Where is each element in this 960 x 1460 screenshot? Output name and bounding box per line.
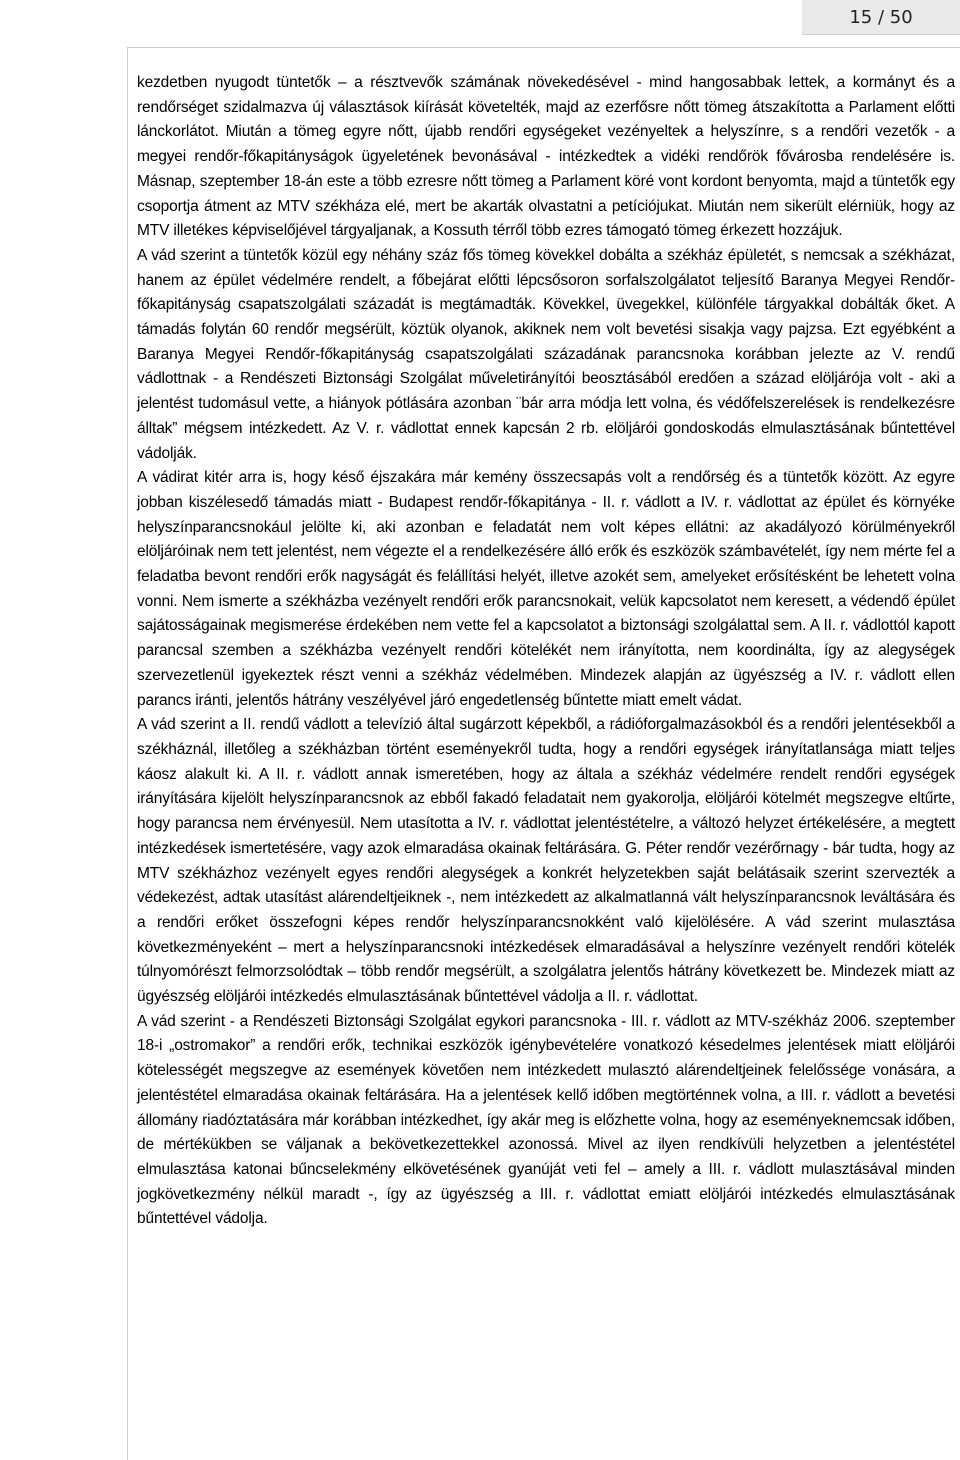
paragraph: A vád szerint - a Rendészeti Biztonsági Szolgálat egykori parancsnoka - III. r. vádlott az MTV-székház 2006. szeptember 18-i „ostromakor” a rendőri erők, technikai eszközök igénybevételére vonatkozó késedelmes jelentések miatt elöljárói kötelességét megszegve az események követően nem intézkedett mulasztó alárendeltjeinek felelőssége vonására, a jelentéstétel elmaradása okainak feltárására. Ha a jelentések kellő időben megtörténnek volna, a III. r. vádlott a bevetési állomány riadóztatására már korábban intézkedhet, így akár meg is előzhette volna, hogy az eseményeknemcsak időben, de mértékükben se váljanak a bekövetkezettekkel azonossá. Mivel az ilyen rendkívüli helyzetben a jelentéstétel elmulasztása katonai bűncselekmény elkövetésének gyanúját veti fel – amely a III. r. vádlott mulasztásával minden jogkövetkezmény nélkül maradt -, így az ügyészség a III. r. vádlottat emiatt elöljárói intézkedés elmulasztásának bűntettével vádolja. (137, 1012, 955, 1228)
paragraph: A vádirat kitér arra is, hogy késő éjszakára már kemény összecsapás volt a rendőrség és a tüntetők között. Az egyre jobban kiszélesedő támadás miatt - Budapest rendőr-főkapitánya - II. r. vádlott a IV. r. vádlottat az épület és környéke helyszínparancsnokául jelölte ki, aki azonban e feladatát nem volt képes ellátni: az akadályozó körülményekről elöljáróinak nem tett jelentést, nem végezte el a rendelkezésére álló erők és eszközök számbavételét, így nem mérte fel a feladatba bevont rendőri erők nagyságát és felállítási helyét, illetve azokét sem, amelyeket erősítésként be lehetett volna vonni. Nem ismerte a székházba vezényelt rendőri erők parancsnokait, velük kapcsolatot nem keresett, a védendő épület sajátosságainak megismerése érdekében nem vette fel a kapcsolatot a biztonsági szolgálattal sem. A II. r. vádlottól kapott parancsal szemben a székházba vezényelt rendőri kötelékét nem irányította, nem koordinálta, így az alegységek szervezetlenül igyekeztek részt venni a székház védelmében. Mindezek alapján az ügyészség a IV. r. vádlott ellen parancs iránti, jelentős hátrány veszélyével járó engedetlenség bűntette miatt emelt vádat. (137, 469, 955, 709)
paragraph: A vád szerint a II. rendű vádlott a televízió által sugárzott képekből, a rádióforgalmazásokból és a rendőri jelentésekből a székháznál, illetőleg a székházban történt eseményekről tudta, hogy a rendőri egységek irányítatlansága miatt teljes káosz alakult ki. A II. r. vádlott annak ismeretében, hogy az általa a székház védelmére rendelt rendőri egységek irányítására kijelölt helyszínparancsnok az ebből fakadó feladatait nem gyakorolja, elöljárói kötelmét megszegve eltűrte, hogy parancsa nem érvényesül. Nem utasította a IV. r. vádlottat jelentéstételre, a változó helyzet értékelésére, a megtett intézkedések ismertetésére, vagy azok elmaradása okainak feltárására. G. Péter rendőr vezérőrnagy - bár tudta, hogy az MTV székházhoz vezényelt egyes rendőri alegységek a konkrét helyzetekben saját belátásaik szerint szervezték a védekezést, adtak utasítást alárendeltjeiknek -, nem intézkedett az alkalmatlanná vált helyszínparancsnok leváltására és a rendőri erőket összefogni képes rendőr helyszínparancsnokként való kijelölésére. A vád szerint mulasztása következményeként – mert a helyszínparancsnoki intézkedések elmaradásával a helyszínre vezényelt rendőri kötelék túlnyomórészt felmorzsolódtak – több rendőr megsérült, a szolgálatra jelentős hátrány következett be. Mindezek miatt az ügyészség elöljárói intézkedés elmulasztásának bűntettével vádolja a II. r. vádlottat. (137, 716, 955, 1006)
page-number: 15 / 50 (802, 0, 960, 35)
document-text (137, 71, 955, 1232)
paragraph: kezdetben nyugodt tüntetők – a résztvevők számának növekedésével - mind hangosabbak lettek, a kormányt és a rendőrséget szidalmazva új választások kiírását követelték, majd az ezerfősre nőtt tömeg átszakította a Parlament előtti lánckorlátot. Miután a tömeg egyre nőtt, újabb rendőri egységeket vezényeltek a helyszínre, s a rendőri vezetők - a megyei rendőr-főkapitányságok ügyeletének bevonásával - intézkedtek a vidéki rendőrök fővárosba rendelésére is. Másnap, szeptember 18-án este a több ezresre nőtt tömeg a Parlament köré vont kordont benyomta, majd a tüntetők egy csoportja átment az MTV székháza elé, mert be akarták olvastatni a petíciójukat. Miután nem sikerült elérniük, hogy az MTV illetékes képviselőjével tárgyaljanak, a Kossuth térről több ezres támogató tömeg érkezett hozzájuk. (137, 74, 955, 240)
paragraph: A vád szerint a tüntetők közül egy néhány száz fős tömeg kövekkel dobálta a székház épületét, s nemcsak a székházat, hanem az épület védelmére rendelt, a főbejárat előtti lépcsősoron sorfalszolgálatot teljesítő Baranya Megyei Rendőr-főkapitányság csapatszolgálati századát is megtámadták. Kövekkel, üvegekkel, különféle tárgyakkal dobálták őket. A támadás folytán 60 rendőr megsérült, köztük olyanok, akiknek nem volt bevetési sisakja vagy pajzsa. Ezt egyébként a Baranya Megyei Rendőr-főkapitányság csapatszolgálati századának parancsnoka korábban jelezte az V. rendű vádlottnak - a Rendészeti Biztonsági Szolgálat műveletirányítói beosztásából eredően a század elöljárója volt - aki a jelentést tudomásul vette, a hiányok pótlására azonban ¨bár arra módja lett volna, és védőfelszerelések is rendelkezésre álltak” mégsem intézkedett. Az V. r. vádlottat ennek kapcsán 2 rb. elöljárói gondoskodás elmulasztásának bűntettével vádolják. (137, 246, 955, 462)
